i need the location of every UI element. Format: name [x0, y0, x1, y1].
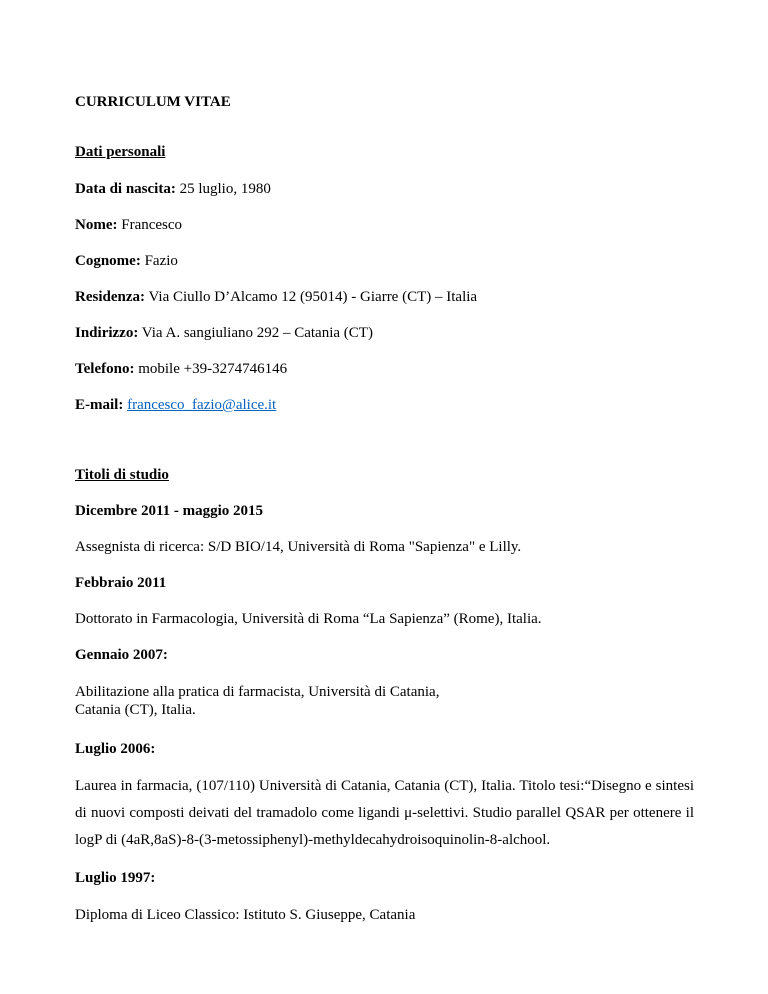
phone-value: mobile +39-3274746146: [134, 361, 288, 377]
education-desc-4-line-2: di nuovi composti deivati del tramadolo come ligandi μ-selettivi. Studio parallel QSAR per ottenere il: [75, 805, 694, 821]
education-desc-1: Assegnista di ricerca: S/D BIO/14, Università di Roma "Sapienza" e Lilly.: [75, 539, 522, 555]
birth-date-row: [75, 180, 271, 198]
address-value: Via A. sangiuliano 292 – Catania (CT): [138, 325, 373, 341]
surname-label: Cognome:: [75, 253, 141, 269]
email-row: [75, 396, 276, 414]
phone-row: [75, 360, 287, 378]
education-date-4: Luglio 2006:: [75, 741, 156, 757]
education-desc-3-line-2: Catania (CT), Italia.: [75, 702, 196, 718]
education-date-5: Luglio 1997:: [75, 870, 156, 886]
email-link[interactable]: francesco_fazio@alice.it: [127, 397, 277, 413]
surname-value: Fazio: [140, 253, 178, 269]
document-title: CURRICULUM VITAE: [75, 94, 231, 110]
education-desc-5: Diploma di Liceo Classico: Istituto S. Giuseppe, Catania: [75, 907, 416, 923]
residence-value: Via Ciullo D’Alcamo 12 (95014) - Giarre (CT) – Italia: [145, 289, 478, 305]
surname-row: [75, 252, 178, 270]
residence-label: Residenza:: [75, 289, 145, 305]
name-row: [75, 216, 182, 234]
address-label: Indirizzo:: [75, 325, 139, 341]
education-heading: Titoli di studio: [75, 467, 169, 483]
education-date-2: Febbraio 2011: [75, 575, 167, 591]
education-date-3: Gennaio 2007:: [75, 647, 168, 663]
education-desc-2: Dottorato in Farmacologia, Università di Roma “La Sapienza” (Rome), Italia.: [75, 611, 542, 627]
residence-row: [75, 288, 477, 306]
address-row: [75, 324, 373, 342]
education-desc-4-line-3: logP di (4aR,8aS)-8-(3-metossiphenyl)-methyldecahydroisoquinolin-8-alchool.: [75, 832, 551, 848]
email-label: E-mail:: [75, 397, 124, 413]
education-desc-4-line-1: Laurea in farmacia, (107/110) Università di Catania, Catania (CT), Italia. Titolo tesi:“Disegno e sintesi: [75, 778, 694, 794]
name-value: Francesco: [117, 217, 183, 233]
birth-date-value: 25 luglio, 1980: [175, 181, 271, 197]
phone-label: Telefono:: [75, 361, 135, 377]
education-desc-3-line-1: Abilitazione alla pratica di farmacista, Università di Catania,: [75, 684, 440, 700]
education-date-1: Dicembre 2011 - maggio 2015: [75, 503, 264, 519]
birth-date-label: Data di nascita:: [75, 181, 176, 197]
personal-data-heading: Dati personali: [75, 144, 166, 160]
name-label: Nome:: [75, 217, 118, 233]
